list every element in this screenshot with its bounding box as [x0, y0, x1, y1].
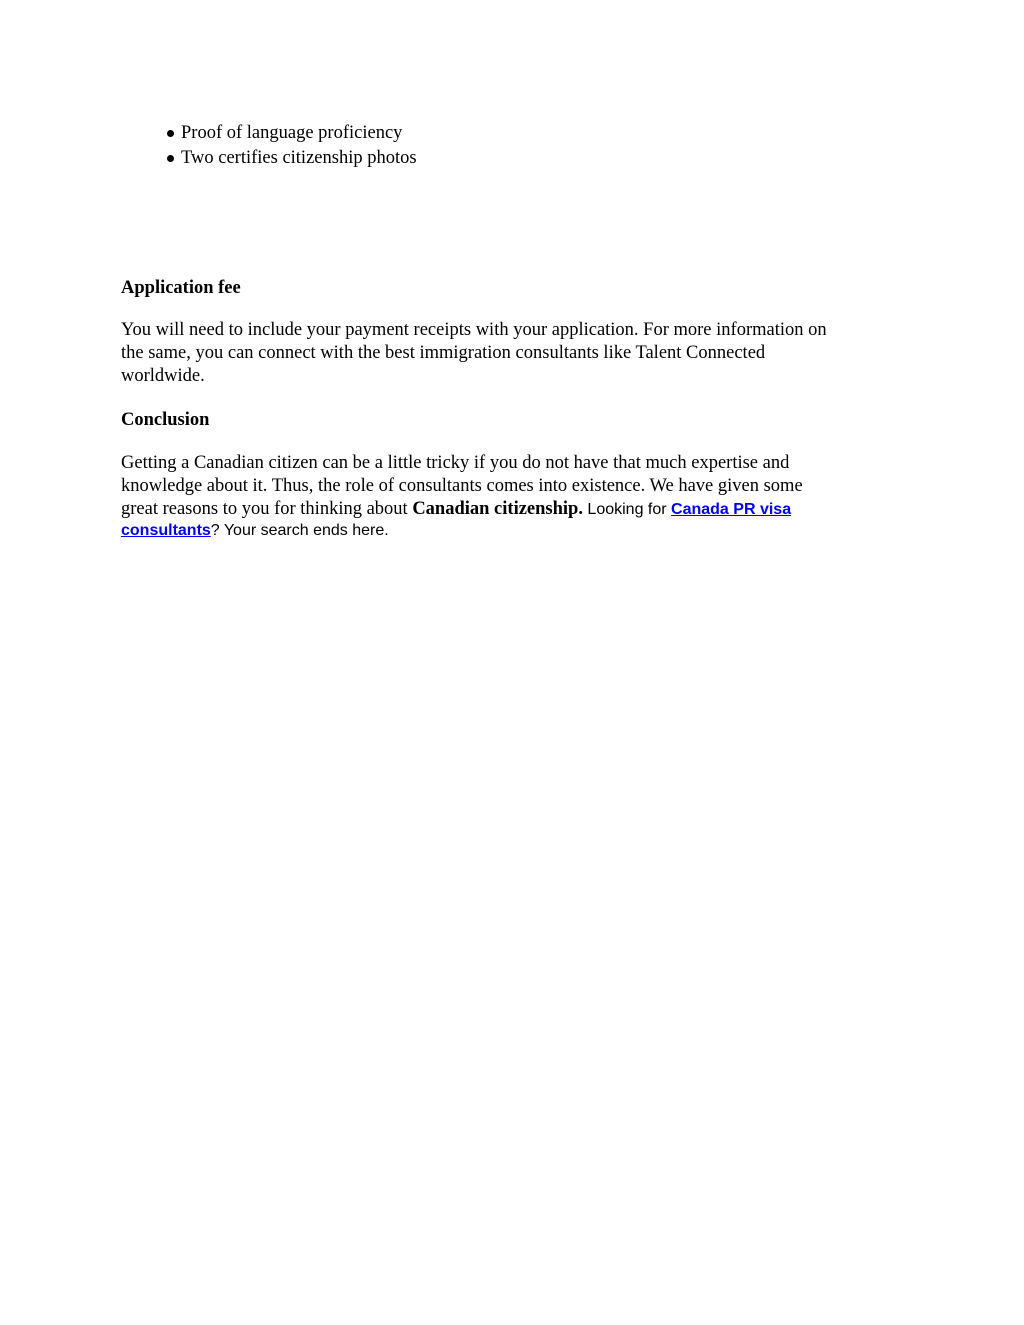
paragraph-line [121, 521, 901, 541]
conclusion-heading: Conclusion [121, 410, 210, 430]
paragraph-line: knowledge about it. Thus, the role of consultants comes into existence. We have given some [121, 476, 803, 496]
paragraph-line: the same, you can connect with the best immigration consultants like Talent Connected [121, 343, 766, 363]
paragraph-text: great reasons to you for thinking about [121, 499, 413, 519]
paragraph-line: Getting a Canadian citizen can be a little tricky if you do not have that much expertise and [121, 453, 790, 473]
canada-pr-visa-consultants-link[interactable]: Canada PR visa [671, 501, 792, 518]
application-fee-paragraph [121, 319, 901, 388]
looking-for-text: Looking for [582, 501, 672, 518]
closing-text: ? Your search ends here. [210, 522, 389, 539]
canada-pr-visa-consultants-link-continued[interactable]: consultants [121, 522, 211, 539]
bullet-icon [167, 130, 174, 137]
requirements-list [165, 122, 417, 171]
paragraph-line: You will need to include your payment receipts with your application. For more information on [121, 320, 827, 340]
canadian-citizenship-term: Canadian citizenship. [412, 499, 583, 519]
conclusion-paragraph [121, 452, 901, 541]
application-fee-heading: Application fee [121, 278, 241, 298]
list-item [165, 122, 417, 147]
paragraph-line: worldwide. [121, 366, 205, 386]
paragraph-line [121, 498, 901, 521]
bullet-icon [167, 155, 174, 162]
list-item [165, 147, 417, 172]
list-item-text: Two certifies citizenship photos [181, 147, 417, 168]
list-item-text: Proof of language proficiency [181, 123, 403, 143]
